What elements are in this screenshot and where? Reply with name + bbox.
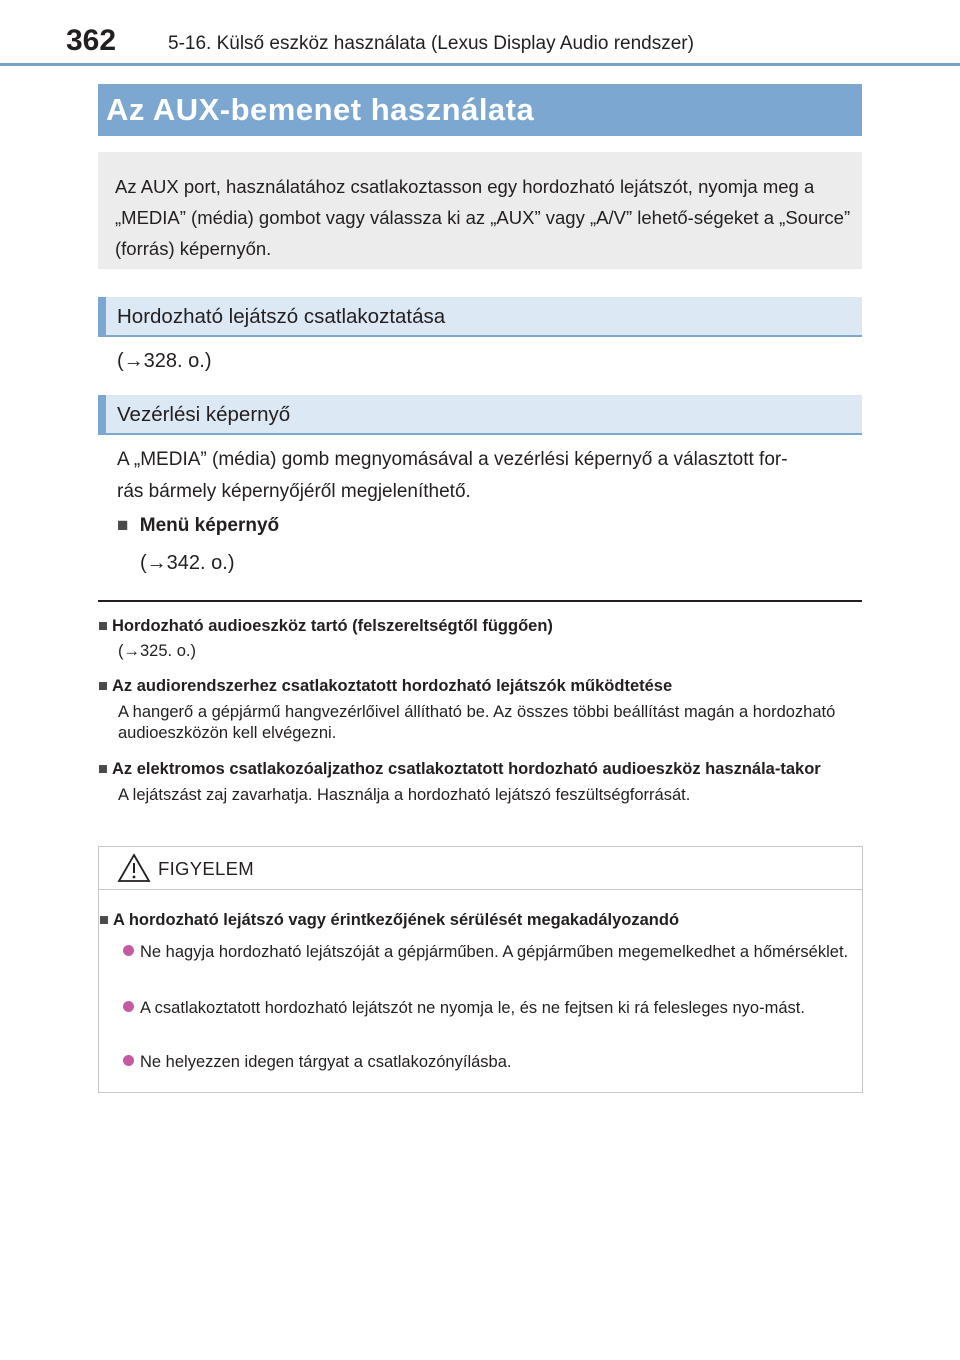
- header-rule: [0, 63, 960, 66]
- page-reference[interactable]: (→328. o.): [117, 350, 212, 372]
- square-bullet-icon: ■: [117, 515, 129, 536]
- warning-bullet: [123, 1051, 871, 1073]
- note-item: [98, 758, 862, 805]
- page-reference[interactable]: (→342. o.): [140, 552, 235, 574]
- square-bullet-icon: ■: [98, 760, 108, 778]
- warning-box: [98, 846, 863, 1093]
- section-heading-label: Hordozható lejátszó csatlakoztatása: [117, 305, 446, 328]
- intro-box: [98, 152, 862, 269]
- sub-heading: [117, 515, 279, 537]
- warning-triangle-icon: [117, 853, 151, 883]
- bullet-dot-icon: [123, 1001, 134, 1012]
- section-heading-connect: [98, 297, 862, 337]
- sub-heading-label: Menü képernyő: [139, 515, 280, 536]
- warning-header: [99, 847, 862, 890]
- note-item: [98, 617, 862, 661]
- main-title: Az AUX-bemenet használata: [106, 92, 535, 127]
- bullet-dot-icon: [123, 1055, 134, 1066]
- section-heading-label: Vezérlési képernyő: [117, 403, 291, 426]
- warning-bullet-text: Ne hagyja hordozható lejátszóját a gépjárműben. A gépjárműben megemelkedhet a hőmérséklet.: [140, 943, 849, 961]
- page-number: 362: [66, 24, 117, 57]
- divider: [98, 600, 862, 602]
- bullet-dot-icon: [123, 945, 134, 956]
- note-title: Hordozható audioeszköz tartó (felszereltségtől függően): [111, 617, 553, 635]
- warning-bullet: [123, 997, 871, 1019]
- warning-title: [99, 911, 862, 930]
- warning-bullet: [123, 941, 871, 963]
- chapter-title: 5-16. Külső eszköz használata (Lexus Display Audio rendszer): [168, 33, 694, 54]
- note-item: [98, 677, 862, 744]
- paragraph-line: A „MEDIA” (média) gomb megnyomásával a vezérlési képernyő a választott for-: [117, 449, 788, 470]
- warning-bullet-text: A csatlakoztatott hordozható lejátszót ne nyomja le, és ne fejtsen ki rá felesleges nyo-mást.: [140, 999, 805, 1017]
- square-bullet-icon: ■: [99, 911, 109, 929]
- note-title: Az audiorendszerhez csatlakoztatott hordozható lejátszók működtetése: [111, 677, 673, 695]
- note-title: Az elektromos csatlakozóaljzathoz csatlakoztatott hordozható audioeszköz használa-takor: [111, 760, 821, 778]
- warning-label: FIGYELEM: [158, 858, 254, 879]
- square-bullet-icon: ■: [98, 617, 108, 635]
- note-body[interactable]: (→325. o.): [118, 642, 196, 660]
- paragraph-line: rás bármely képernyőjéről megjeleníthető.: [117, 481, 471, 502]
- section-heading-control: [98, 395, 862, 435]
- warning-title-label: A hordozható lejátszó vagy érintkezőjének sérülését megakadályozandó: [112, 911, 680, 929]
- note-body: A hangerő a gépjármű hangvezérlőivel állítható be. Az összes többi beállítást magán a hordozható audioeszközön kell elvégezni.: [118, 703, 836, 742]
- intro-text: Az AUX port, használatához csatlakoztasson egy hordozható lejátszót, nyomja meg a „MEDIA” (média) gombot vagy válassza ki az „AUX” vagy „A/V” lehető-ségeket a „Source” (forrás) képernyőn.: [115, 176, 851, 259]
- note-body: A lejátszást zaj zavarhatja. Használja a hordozható lejátszó feszültségforrását.: [118, 786, 691, 804]
- square-bullet-icon: ■: [98, 677, 108, 695]
- warning-bullet-text: Ne helyezzen idegen tárgyat a csatlakozónyílásba.: [140, 1053, 512, 1071]
- page-header: [0, 0, 960, 70]
- main-title-bar: [98, 84, 862, 136]
